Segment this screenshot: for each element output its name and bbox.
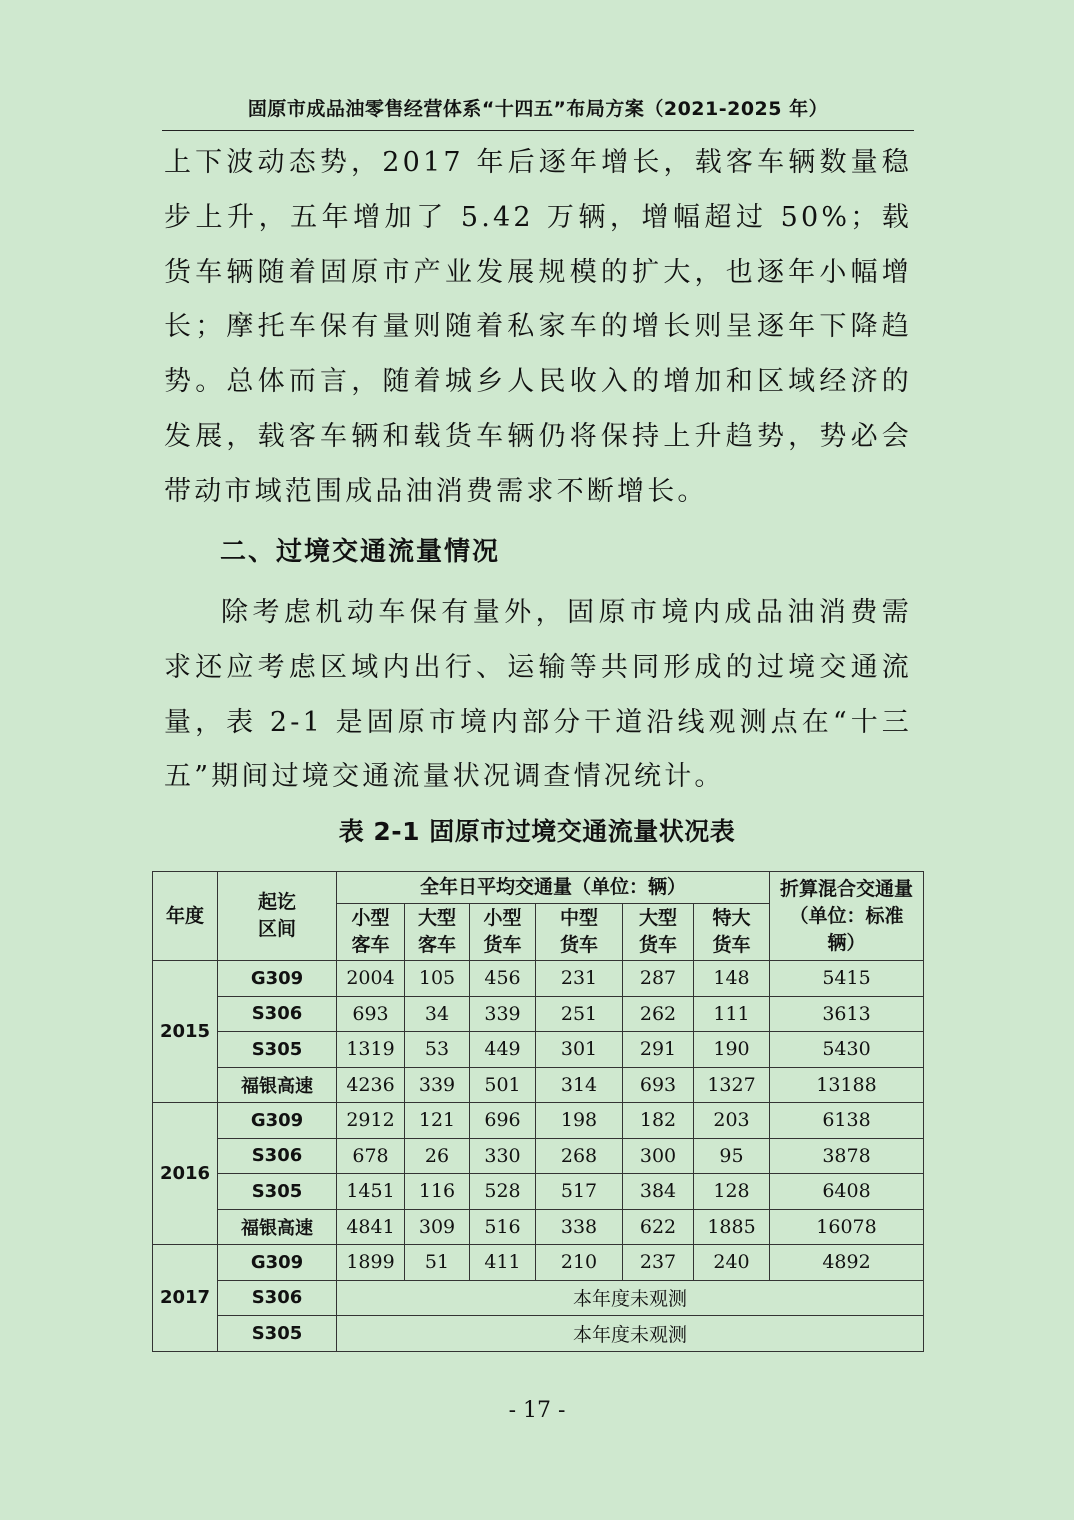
value-cell: 456 bbox=[470, 961, 536, 997]
value-cell: 309 bbox=[405, 1209, 470, 1245]
paragraph-traffic-intro: 除考虑机动车保有量外，固原市境内成品油消费需求还应考虑区域内出行、运输等共同形成的过境交通流量，表 2-1 是固原市境内部分干道沿线观测点在“十三五”期间过境交通流量状况调查情况统计。 bbox=[164, 597, 912, 793]
value-cell: 198 bbox=[536, 1103, 623, 1139]
value-cell: 449 bbox=[470, 1032, 536, 1068]
value-cell: 4841 bbox=[337, 1209, 405, 1245]
value-cell: 528 bbox=[470, 1174, 536, 1210]
value-cell: 203 bbox=[694, 1103, 770, 1139]
value-cell: 190 bbox=[694, 1032, 770, 1068]
route-cell: S305 bbox=[218, 1316, 337, 1352]
value-cell: 1885 bbox=[694, 1209, 770, 1245]
header-large-bus: 大型客车 bbox=[405, 904, 470, 961]
value-cell: 291 bbox=[623, 1032, 694, 1068]
value-cell: 53 bbox=[405, 1032, 470, 1068]
traffic-flow-table bbox=[152, 871, 924, 1352]
value-cell: 693 bbox=[337, 996, 405, 1032]
header-mixed-volume: 折算混合交通量（单位：标准辆） bbox=[770, 872, 924, 961]
header-medium-truck: 中型货车 bbox=[536, 904, 623, 961]
value-cell: 4236 bbox=[337, 1067, 405, 1103]
route-cell: S306 bbox=[218, 1280, 337, 1316]
year-cell: 2015 bbox=[153, 961, 218, 1103]
value-cell: 268 bbox=[536, 1138, 623, 1174]
value-cell: 516 bbox=[470, 1209, 536, 1245]
route-cell: 福银高速 bbox=[218, 1067, 337, 1103]
value-cell: 6408 bbox=[770, 1174, 924, 1210]
value-cell: 51 bbox=[405, 1245, 470, 1281]
not-observed-cell: 本年度未观测 bbox=[337, 1316, 924, 1352]
value-cell: 95 bbox=[694, 1138, 770, 1174]
value-cell: 111 bbox=[694, 996, 770, 1032]
value-cell: 262 bbox=[623, 996, 694, 1032]
header-year: 年度 bbox=[153, 872, 218, 961]
table-row bbox=[153, 1245, 924, 1281]
value-cell: 314 bbox=[536, 1067, 623, 1103]
route-cell: G309 bbox=[218, 961, 337, 997]
header-small-bus: 小型客车 bbox=[337, 904, 405, 961]
table-row bbox=[153, 1174, 924, 1210]
route-cell: S306 bbox=[218, 996, 337, 1032]
value-cell: 2912 bbox=[337, 1103, 405, 1139]
value-cell: 34 bbox=[405, 996, 470, 1032]
route-cell: G309 bbox=[218, 1103, 337, 1139]
value-cell: 26 bbox=[405, 1138, 470, 1174]
value-cell: 13188 bbox=[770, 1067, 924, 1103]
value-cell: 16078 bbox=[770, 1209, 924, 1245]
table-row bbox=[153, 1138, 924, 1174]
document-header: 固原市成品油零售经营体系“十四五”布局方案（2021-2025 年） bbox=[162, 94, 914, 131]
route-cell: G309 bbox=[218, 1245, 337, 1281]
header-large-truck: 大型货车 bbox=[623, 904, 694, 961]
value-cell: 2004 bbox=[337, 961, 405, 997]
value-cell: 1451 bbox=[337, 1174, 405, 1210]
value-cell: 301 bbox=[536, 1032, 623, 1068]
value-cell: 622 bbox=[623, 1209, 694, 1245]
value-cell: 678 bbox=[337, 1138, 405, 1174]
value-cell: 330 bbox=[470, 1138, 536, 1174]
value-cell: 128 bbox=[694, 1174, 770, 1210]
table-row bbox=[153, 1280, 924, 1316]
value-cell: 696 bbox=[470, 1103, 536, 1139]
header-route: 起讫区间 bbox=[218, 872, 337, 961]
route-cell: S305 bbox=[218, 1174, 337, 1210]
value-cell: 300 bbox=[623, 1138, 694, 1174]
value-cell: 210 bbox=[536, 1245, 623, 1281]
value-cell: 339 bbox=[470, 996, 536, 1032]
value-cell: 5415 bbox=[770, 961, 924, 997]
table-row bbox=[153, 1316, 924, 1352]
value-cell: 182 bbox=[623, 1103, 694, 1139]
year-cell: 2016 bbox=[153, 1103, 218, 1245]
value-cell: 1899 bbox=[337, 1245, 405, 1281]
value-cell: 240 bbox=[694, 1245, 770, 1281]
value-cell: 116 bbox=[405, 1174, 470, 1210]
table-row bbox=[153, 1067, 924, 1103]
route-cell: S305 bbox=[218, 1032, 337, 1068]
value-cell: 693 bbox=[623, 1067, 694, 1103]
table-row bbox=[153, 1032, 924, 1068]
section-heading: 二、过境交通流量情况 bbox=[220, 537, 501, 567]
value-cell: 338 bbox=[536, 1209, 623, 1245]
value-cell: 6138 bbox=[770, 1103, 924, 1139]
value-cell: 339 bbox=[405, 1067, 470, 1103]
route-cell: 福银高速 bbox=[218, 1209, 337, 1245]
value-cell: 5430 bbox=[770, 1032, 924, 1068]
value-cell: 517 bbox=[536, 1174, 623, 1210]
value-cell: 3613 bbox=[770, 996, 924, 1032]
table-row bbox=[153, 996, 924, 1032]
header-xl-truck: 特大货车 bbox=[694, 904, 770, 961]
value-cell: 4892 bbox=[770, 1245, 924, 1281]
value-cell: 237 bbox=[623, 1245, 694, 1281]
value-cell: 1319 bbox=[337, 1032, 405, 1068]
value-cell: 148 bbox=[694, 961, 770, 997]
header-small-truck: 小型货车 bbox=[470, 904, 536, 961]
value-cell: 384 bbox=[623, 1174, 694, 1210]
table-row bbox=[153, 1103, 924, 1139]
value-cell: 251 bbox=[536, 996, 623, 1032]
not-observed-cell: 本年度未观测 bbox=[337, 1280, 924, 1316]
value-cell: 105 bbox=[405, 961, 470, 997]
value-cell: 1327 bbox=[694, 1067, 770, 1103]
value-cell: 411 bbox=[470, 1245, 536, 1281]
paragraph-vehicle-trend: 上下波动态势，2017 年后逐年增长，载客车辆数量稳步上升，五年增加了 5.42 万辆，增幅超过 50%；载货车辆随着固原市产业发展规模的扩大，也逐年小幅增长；摩托车保有量则随着私家车的增长则呈逐年下降趋势。总体而言，随着城乡人民收入的增加和区域经济的发展，载客车辆和载货车辆仍将保持上升趋势，势必会带动市域范围成品油消费需求不断增长。 bbox=[164, 147, 912, 507]
value-cell: 501 bbox=[470, 1067, 536, 1103]
year-cell: 2017 bbox=[153, 1245, 218, 1352]
table-row bbox=[153, 1209, 924, 1245]
value-cell: 287 bbox=[623, 961, 694, 997]
table-caption: 表 2-1 固原市过境交通流量状况表 bbox=[338, 817, 736, 846]
route-cell: S306 bbox=[218, 1138, 337, 1174]
value-cell: 121 bbox=[405, 1103, 470, 1139]
page-number: - 17 - bbox=[508, 1398, 566, 1423]
value-cell: 231 bbox=[536, 961, 623, 997]
header-daily-average: 全年日平均交通量（单位：辆） bbox=[337, 872, 770, 904]
value-cell: 3878 bbox=[770, 1138, 924, 1174]
table-row bbox=[153, 961, 924, 997]
